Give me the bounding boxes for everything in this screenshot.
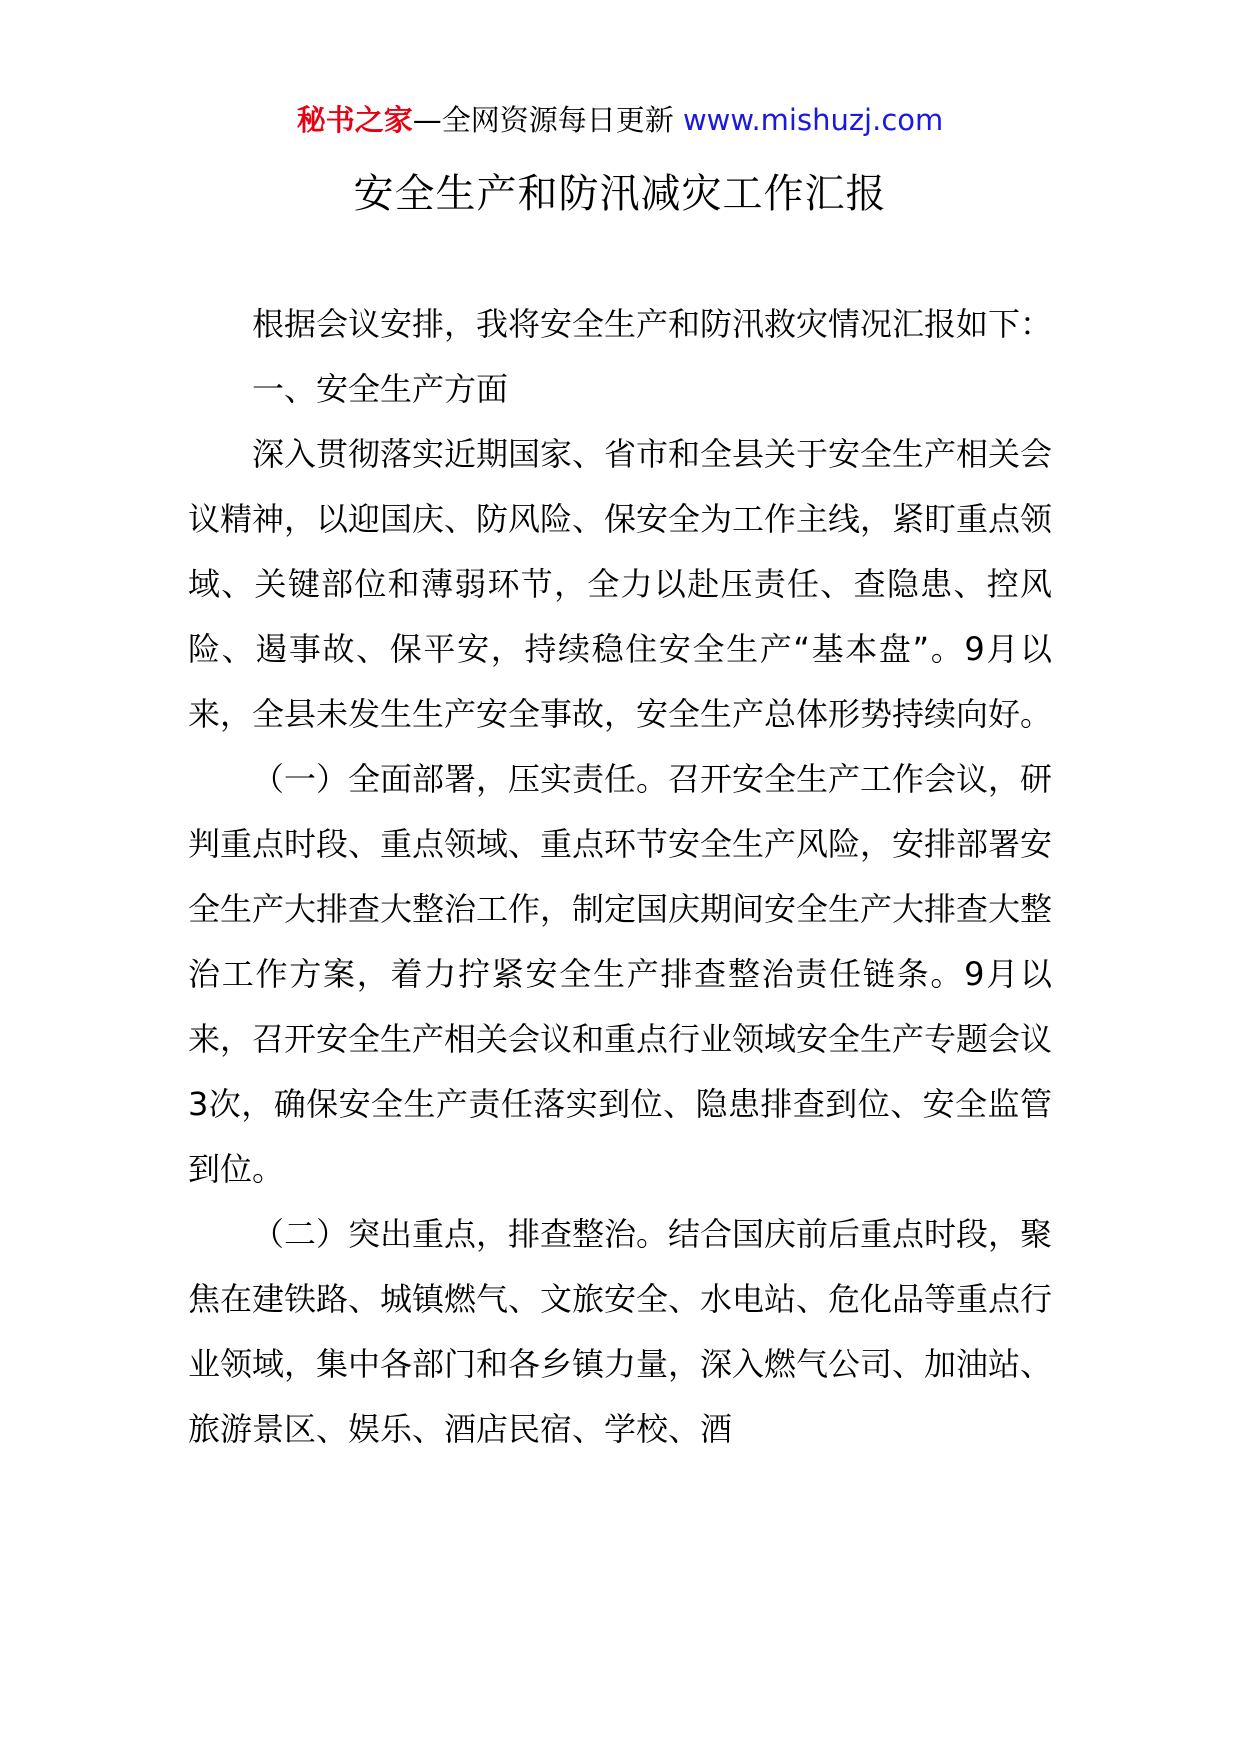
brand-name: 秘书之家: [296, 103, 413, 137]
paragraph-overview: 深入贯彻落实近期国家、省市和全县关于安全生产相关会议精神，以迎国庆、防风险、保安全为工作主线，紧盯重点领域、关键部位和薄弱环节，全力以赴压责任、查隐患、控风险、遏事故、保平安，持续稳住安全生产“基本盘”。9月以来，全县未发生生产安全事故，安全生产总体形势持续向好。: [188, 435, 1053, 733]
paragraph-intro: 根据会议安排，我将安全生产和防汛救灾情况汇报如下：: [252, 305, 1053, 343]
paragraph-inspection: （二）突出重点，排查整治。结合国庆前后重点时段，聚焦在建铁路、城镇燃气、文旅安全、水电站、危化品等重点行业领域，集中各部门和各乡镇力量，深入燃气公司、加油站、旅游景区、娱乐、酒店民宿、学校、酒: [188, 1215, 1053, 1448]
section-heading-safety: 一、安全生产方面: [252, 370, 509, 408]
paragraph-deployment: （一）全面部署，压实责任。召开安全生产工作会议，研判重点时段、重点领域、重点环节安全生产风险，安排部署安全生产大排查大整治工作，制定国庆期间安全生产大排查大整治工作方案，着力拧紧安全生产排查整治责任链条。9月以来，召开安全生产相关会议和重点行业领域安全生产专题会议3次，确保安全生产责任落实到位、隐患排查到位、安全监管到位。: [188, 760, 1053, 1188]
document-body: [188, 292, 1052, 1462]
website-link[interactable]: www.mishuzj.com: [682, 103, 944, 137]
document-title: 安全生产和防汛减灾工作汇报: [353, 171, 887, 217]
header-banner: [0, 100, 1240, 140]
banner-tagline: —全网资源每日更新: [412, 103, 674, 137]
